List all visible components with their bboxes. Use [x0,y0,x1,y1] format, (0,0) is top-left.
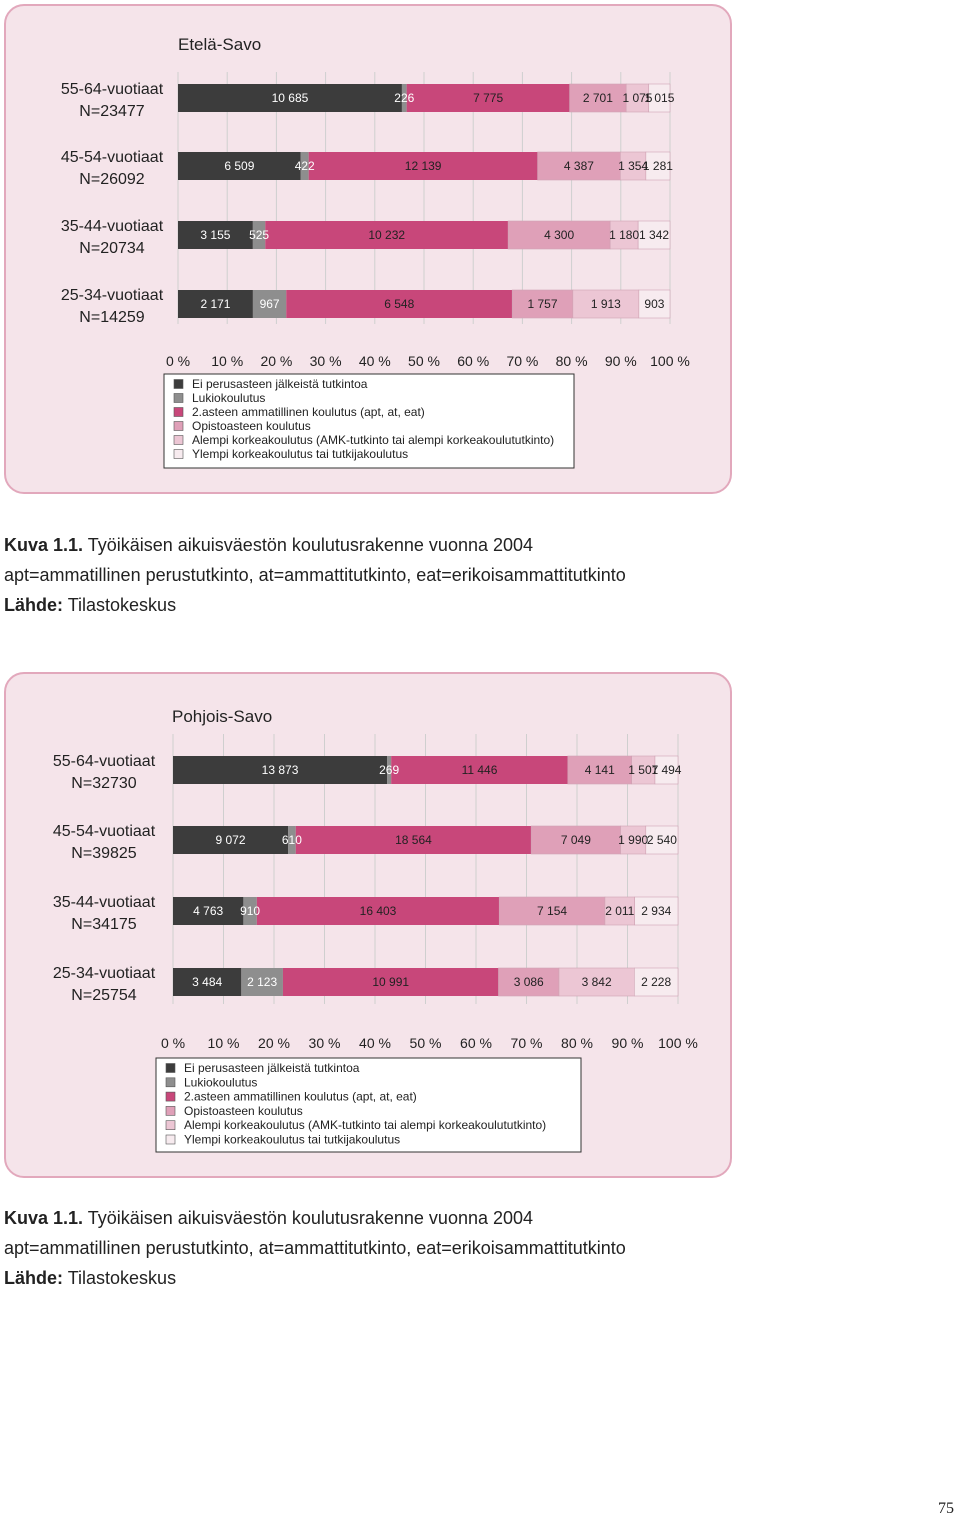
legend [164,374,574,468]
legend-swatch [166,1135,175,1144]
x-tick-label: 30 % [309,353,342,369]
legend-swatch [166,1064,175,1073]
caption-source-label: Lähde: [4,595,64,615]
x-tick-label: 80 % [555,353,588,369]
category-label: 35-44-vuotiaat [52,894,156,911]
legend-label: Ei perusasteen jälkeistä tutkintoa [184,1061,360,1075]
legend-swatch [166,1092,175,1101]
data-label: 11 446 [461,763,498,777]
data-label: 2 540 [646,833,677,847]
caption-figure-number: Kuva 1.1. [4,1208,84,1228]
chart-title: Pohjois-Savo [172,707,273,726]
data-label: 422 [294,159,315,173]
data-label: 525 [249,228,270,242]
category-label: 45-54-vuotiaat [52,823,156,840]
stacked-bar-chart-etela-savo [6,6,734,496]
legend-swatch [174,450,183,459]
data-label: 1 990 [618,833,649,847]
data-label: 1 281 [642,159,673,173]
data-label: 18 564 [395,833,432,847]
x-tick-label: 70 % [510,1035,543,1051]
data-label: 4 387 [563,159,594,173]
figure-caption [4,1203,626,1293]
bar-row [61,149,673,188]
x-tick-label: 90 % [604,353,637,369]
category-count-label: N=20734 [79,240,145,257]
category-count-label: N=14259 [79,309,145,326]
category-label: 45-54-vuotiaat [60,149,164,166]
x-tick-label: 0 % [165,353,191,369]
data-label: 16 403 [359,904,397,918]
category-count-label: N=39825 [71,845,137,862]
data-label: 10 232 [368,228,406,242]
data-label: 12 139 [404,159,442,173]
legend [156,1058,581,1152]
data-label: 226 [394,91,415,105]
caption-note: apt=ammatillinen perustutkinto, at=ammattitutkinto, eat=erikoisammattitutkinto [4,1238,626,1258]
x-tick-label: 100 % [650,353,690,369]
x-tick-label: 100 % [658,1035,698,1051]
category-label: 55-64-vuotiaat [52,753,156,770]
data-label: 269 [379,763,400,777]
data-label: 1 180 [609,228,640,242]
data-label: 2 701 [582,91,613,105]
x-tick-label: 80 % [561,1035,593,1051]
data-label: 3 155 [200,228,231,242]
legend-swatch [174,394,183,403]
data-label: 9 072 [215,833,246,847]
chart-title: Etelä-Savo [178,35,262,54]
bar-row [53,823,678,862]
data-label: 13 873 [261,763,299,777]
x-tick-label: 60 % [460,1035,492,1051]
data-label: 6 548 [384,297,415,311]
caption-title: Työikäisen aikuisväestön koulutusrakenne vuonna 2004 [87,535,534,555]
category-count-label: N=25754 [71,987,137,1004]
data-label: 1 354 [618,159,649,173]
data-label: 1 507 [628,763,659,777]
legend-swatch [174,422,183,431]
legend-swatch [166,1121,175,1130]
data-label: 7 154 [537,904,568,918]
legend-label: Alempi korkeakoulutus (AMK-tutkinto tai alempi korkeakoulututkinto) [184,1118,547,1133]
data-label: 7 775 [473,91,504,105]
x-tick-label: 50 % [409,1035,442,1051]
bar-row [53,753,682,792]
x-tick-label: 40 % [359,1035,391,1051]
data-label: 4 141 [584,763,615,777]
category-count-label: N=26092 [79,171,145,188]
category-label: 25-34-vuotiaat [52,965,156,982]
data-label: 1 075 [622,91,653,105]
legend-label: Ei perusasteen jälkeistä tutkintoa [192,377,368,391]
data-label: 2 171 [200,297,231,311]
legend-label: Ylempi korkeakoulutus tai tutkijakoulutus [192,447,409,461]
x-tick-label: 0 % [160,1035,186,1051]
caption-title-line [4,530,626,560]
bar-row [61,81,675,120]
x-tick-label: 70 % [506,353,539,369]
x-tick-label: 20 % [260,353,293,369]
data-label: 4 763 [193,904,224,918]
data-label: 2 123 [247,975,278,989]
bar-row [53,965,678,1004]
data-label: 10 991 [372,975,410,989]
data-label: 6 509 [224,159,255,173]
legend-label: Alempi korkeakoulutus (AMK-tutkinto tai alempi korkeakoulututkinto) [192,433,555,447]
caption-note: apt=ammatillinen perustutkinto, at=ammattitutkinto, eat=erikoisammattitutkinto [4,565,626,585]
legend-swatch [166,1078,175,1087]
figure-caption [4,530,626,620]
data-label: 3 484 [192,975,223,989]
legend-label: Lukiokoulutus [184,1075,258,1090]
legend-label: 2.asteen ammatillinen koulutus (apt, at, eat) [184,1089,417,1104]
legend-swatch [174,380,183,389]
legend-swatch [174,408,183,417]
chart-panel-etela-savo [4,4,732,494]
chart-panel-pohjois-savo [4,672,732,1178]
x-tick-label: 50 % [408,353,440,369]
caption-source-line [4,1263,626,1293]
x-tick-label: 40 % [358,353,391,369]
data-label: 1 757 [527,297,558,311]
data-label: 3 842 [581,975,612,989]
caption-figure-number: Kuva 1.1. [4,535,84,555]
data-label: 967 [259,297,280,311]
legend-label: 2.asteen ammatillinen koulutus (apt, at, eat) [192,405,425,419]
caption-title: Työikäisen aikuisväestön koulutusrakenne vuonna 2004 [87,1208,534,1228]
x-tick-label: 10 % [207,1035,240,1051]
caption-source-line [4,590,626,620]
data-label: 2 228 [641,975,672,989]
x-tick-label: 10 % [211,353,244,369]
caption-title-line [4,1203,626,1233]
legend-swatch [166,1106,175,1115]
data-label: 610 [281,833,302,847]
data-label: 7 049 [560,833,591,847]
legend-swatch [174,436,183,445]
legend-label: Opistoasteen koulutus [184,1103,303,1118]
data-label: 903 [644,297,665,311]
caption-source-label: Lähde: [4,1268,64,1288]
page-number: 75 [938,1500,954,1517]
legend-label: Ylempi korkeakoulutus tai tutkijakoulutus [184,1132,401,1147]
x-tick-label: 20 % [258,1035,290,1051]
data-label: 1 494 [651,763,682,777]
category-count-label: N=23477 [79,103,145,120]
bar-row [53,894,678,933]
category-count-label: N=34175 [71,916,137,933]
category-count-label: N=32730 [71,775,137,792]
stacked-bar-chart-pohjois-savo [6,674,734,1180]
data-label: 910 [240,904,261,918]
legend-label: Lukiokoulutus [192,391,266,405]
data-label: 4 300 [544,228,575,242]
data-label: 2 011 [605,904,635,918]
caption-source: Tilastokeskus [67,1268,177,1288]
x-tick-label: 90 % [611,1035,644,1051]
data-label: 3 086 [513,975,544,989]
category-label: 35-44-vuotiaat [60,218,164,235]
data-label: 1 913 [590,297,621,311]
caption-source: Tilastokeskus [67,595,177,615]
data-label: 1 015 [644,91,675,105]
data-label: 2 934 [641,904,672,918]
data-label: 1 342 [639,228,670,242]
category-label: 25-34-vuotiaat [60,287,164,304]
legend-label: Opistoasteen koulutus [192,419,311,433]
category-label: 55-64-vuotiaat [60,81,164,98]
bar-row [61,218,670,257]
x-tick-label: 30 % [308,1035,341,1051]
bar-row [61,287,670,326]
data-label: 10 685 [271,91,309,105]
x-tick-label: 60 % [457,353,490,369]
